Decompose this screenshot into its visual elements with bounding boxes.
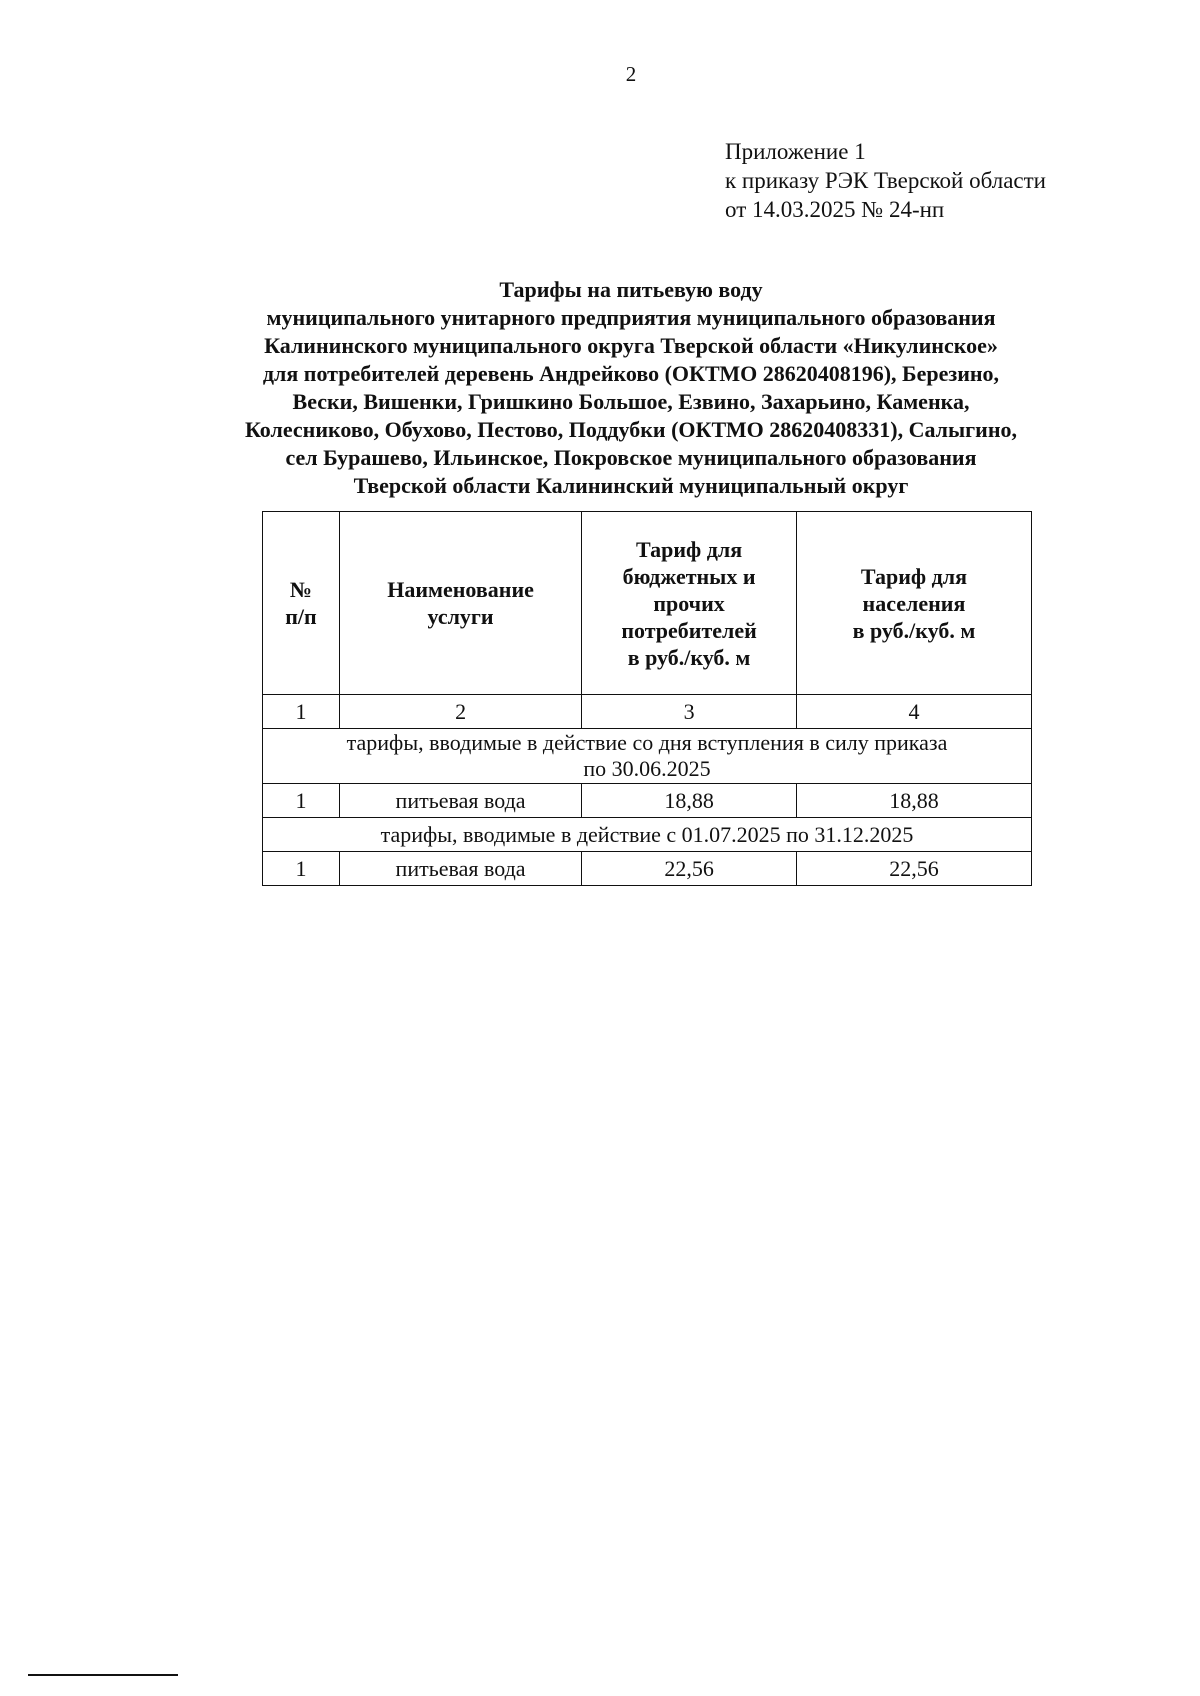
service-name: питьевая вода [339,852,581,886]
appendix-line: Приложение 1 [725,139,866,164]
appendix-reference [725,137,1046,224]
title-line: муниципального унитарного предприятия муниципального образования [266,305,996,330]
title-line: Вески, Вишенки, Гришкино Большое, Езвино, Захарьино, Каменка, [292,389,970,414]
tariff-budget-value: 18,88 [582,784,797,818]
header-tariff-budget: Тариф для бюджетных и прочих потребителей в руб./куб. м [582,512,797,695]
period-1-label: тарифы, вводимые в действие со дня вступления в силу приказа по 30.06.2025 [263,729,1032,784]
title-line: Колесниково, Обухово, Пестово, Поддубки (ОКТМО 28620408331), Салыгино, [244,417,1018,442]
row-number: 1 [263,784,340,818]
table-row [263,784,1032,818]
header-number: № п/п [263,512,340,695]
period-row [263,729,1032,784]
document-title [150,276,1112,500]
tariff-budget-value: 22,56 [582,852,797,886]
column-number: 3 [582,695,797,729]
table-row [263,852,1032,886]
period-row [263,818,1032,852]
appendix-line: от 14.03.2025 № 24-нп [725,197,945,222]
title-line: Тарифы на питьевую воду [499,277,763,302]
row-number: 1 [263,852,340,886]
footer-divider [28,1674,178,1676]
title-line: сел Бурашево, Ильинское, Покровское муниципального образования [285,445,977,470]
column-number-row [263,695,1032,729]
title-line: Тверской области Калининский муниципальный округ [353,473,909,498]
title-line: Калининского муниципального округа Тверской области «Никулинское» [264,333,998,358]
appendix-line: к приказу РЭК Тверской области [725,168,1046,193]
service-name: питьевая вода [339,784,581,818]
header-tariff-population: Тариф для населения в руб./куб. м [796,512,1031,695]
page-number: 2 [625,62,637,86]
column-number: 1 [263,695,340,729]
tariff-population-value: 22,56 [796,852,1031,886]
tariff-table [262,511,1032,886]
column-number: 2 [339,695,581,729]
column-number: 4 [796,695,1031,729]
tariff-population-value: 18,88 [796,784,1031,818]
period-2-label: тарифы, вводимые в действие с 01.07.2025 по 31.12.2025 [263,818,1032,852]
table-header-row [263,512,1032,695]
header-service-name: Наименование услуги [339,512,581,695]
title-line: для потребителей деревень Андрейково (ОКТМО 28620408196), Березино, [262,361,1000,386]
